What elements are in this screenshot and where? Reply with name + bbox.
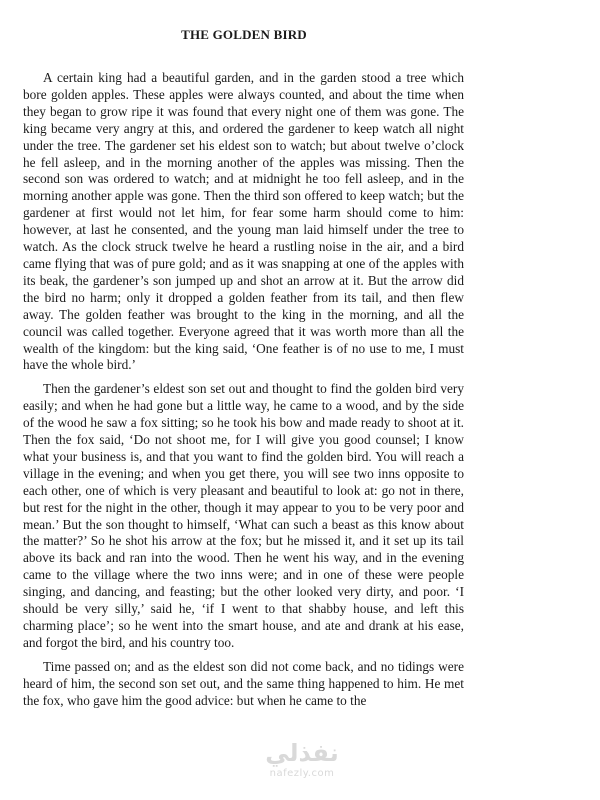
story-body <box>23 70 464 717</box>
paragraph-1: A certain king had a beautiful garden, and in the garden stood a tree which bore golden apples. These apples were always counted, and about the time when they began to grow ripe it was found that every night one of them was gone. The king became very angry at this, and ordered the gardener to keep watch all night under the tree. The gardener set his eldest son to watch; but about twelve o’clock he fell asleep, and in the morning another of the apples was missing. Then the second son was ordered to watch; and at midnight he too fell asleep, and in the morning another apple was gone. Then the third son offered to keep watch; but the gardener at first would not let him, for fear some harm should come to him: however, at last he consented, and the young man laid himself under the tree to watch. As the clock struck twelve he heard a rustling noise in the air, and a bird came flying that was of pure gold; and as it was snapping at one of the apples with its beak, the gardener’s son jumped up and shot an arrow at it. But the arrow did the bird no harm; only it dropped a golden feather from its tail, and then flew away. The golden feather was brought to the king in the morning, and all the council was called together. Everyone agreed that it was worth more than all the wealth of the kingdom: but the king said, ‘One feather is of no use to me, I must have the whole bird.’ <box>23 70 464 373</box>
paragraph-3: Time passed on; and as the eldest son did not come back, and no tidings were heard of him, the second son set out, and the same thing happened to him. He met the fox, who gave him the good advice: but when he came to the <box>23 658 464 708</box>
page-title: THE GOLDEN BIRD <box>181 27 307 42</box>
paragraph-2: Then the gardener’s eldest son set out and thought to find the golden bird very easily; and when he had gone but a little way, he came to a wood, and by the side of the wood he saw a fox sitting; so he took his bow and made ready to shoot at it. Then the fox said, ‘Do not shoot me, for I will give you good counsel; I know what your business is, and that you want to find the golden bird. You will reach a village in the evening; and when you get there, you will see two inns opposite to each other, one of which is very pleasant and beautiful to look at: go not in there, but rest for the night in the other, though it may appear to you to be very poor and mean.’ But the son thought to himself, ‘What can such a beast as this know about the matter?’ So he shot his arrow at the fox; but he missed it, and it set up its tail above its back and ran into the wood. Then he went his way, and in the evening came to the village where the two inns were; and in one of these were people singing, and dancing, and feasting; but the other looked very dirty, and poor. ‘I should be very silly,’ said he, ‘if I went to that shabby house, and left this charming place’; so he went into the smart house, and ate and drank at his ease, and forgot the bird, and his country too. <box>23 381 464 650</box>
watermark-logo <box>258 738 346 790</box>
watermark-arabic-text: نفذلي <box>265 739 339 767</box>
watermark-latin-text: nafezly.com <box>269 768 335 779</box>
